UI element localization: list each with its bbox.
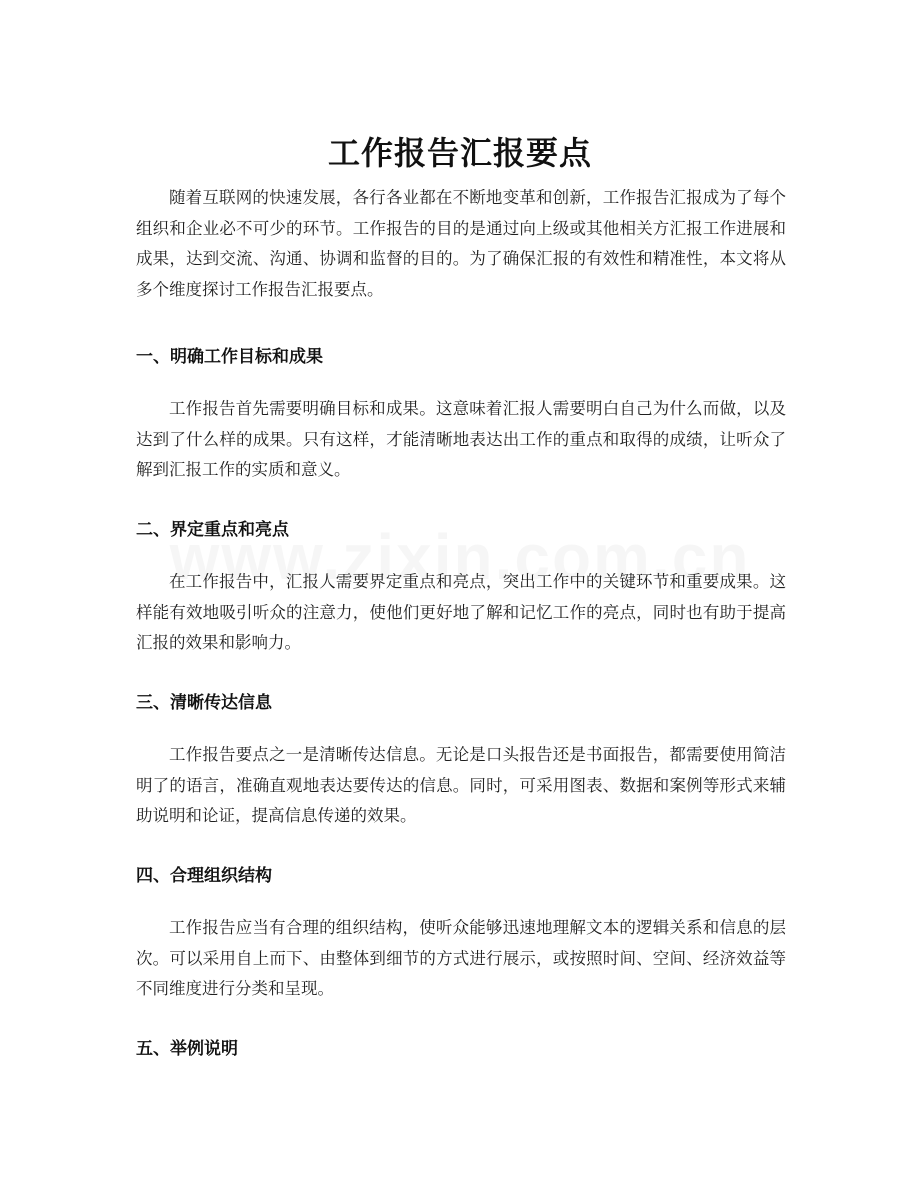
section-2-body: 在工作报告中，汇报人需要界定重点和亮点，突出工作中的关键环节和重要成果。这样能有效地吸引听众的注意力，使他们更好地了解和记忆工作的亮点，同时也有助于提高汇报的效果和影响力。	[136, 572, 786, 652]
section-1-body: 工作报告首先需要明确目标和成果。这意味着汇报人需要明白自己为什么而做，以及达到了什么样的成果。只有这样，才能清晰地表达出工作的重点和取得的成绩，让听众了解到汇报工作的实质和意义。	[136, 399, 786, 479]
intro-paragraph: 随着互联网的快速发展，各行各业都在不断地变革和创新，工作报告汇报成为了每个组织和企业必不可少的环节。工作报告的目的是通过向上级或其他相关方汇报工作进展和成果，达到交流、沟通、协调和监督的目的。为了确保汇报的有效性和精准性，本文将从多个维度探讨工作报告汇报要点。	[136, 188, 786, 299]
section-5-heading: 五、举例说明	[136, 1039, 238, 1059]
section-3-body: 工作报告要点之一是清晰传达信息。无论是口头报告还是书面报告，都需要使用简洁明了的语言，准确直观地表达要传达的信息。同时，可采用图表、数据和案例等形式来辅助说明和论证，提高信息传递的效果。	[136, 745, 786, 825]
section-1-heading: 一、明确工作目标和成果	[136, 347, 323, 367]
section-4-heading: 四、合理组织结构	[136, 866, 272, 886]
section-2-heading: 二、界定重点和亮点	[136, 520, 289, 540]
document-title: 工作报告汇报要点	[327, 134, 592, 173]
section-3-heading: 三、清晰传达信息	[136, 693, 272, 713]
section-4-body: 工作报告应当有合理的组织结构，使听众能够迅速地理解文本的逻辑关系和信息的层次。可以采用自上而下、由整体到细节的方式进行展示，或按照时间、空间、经济效益等不同维度进行分类和呈现。	[136, 918, 786, 998]
